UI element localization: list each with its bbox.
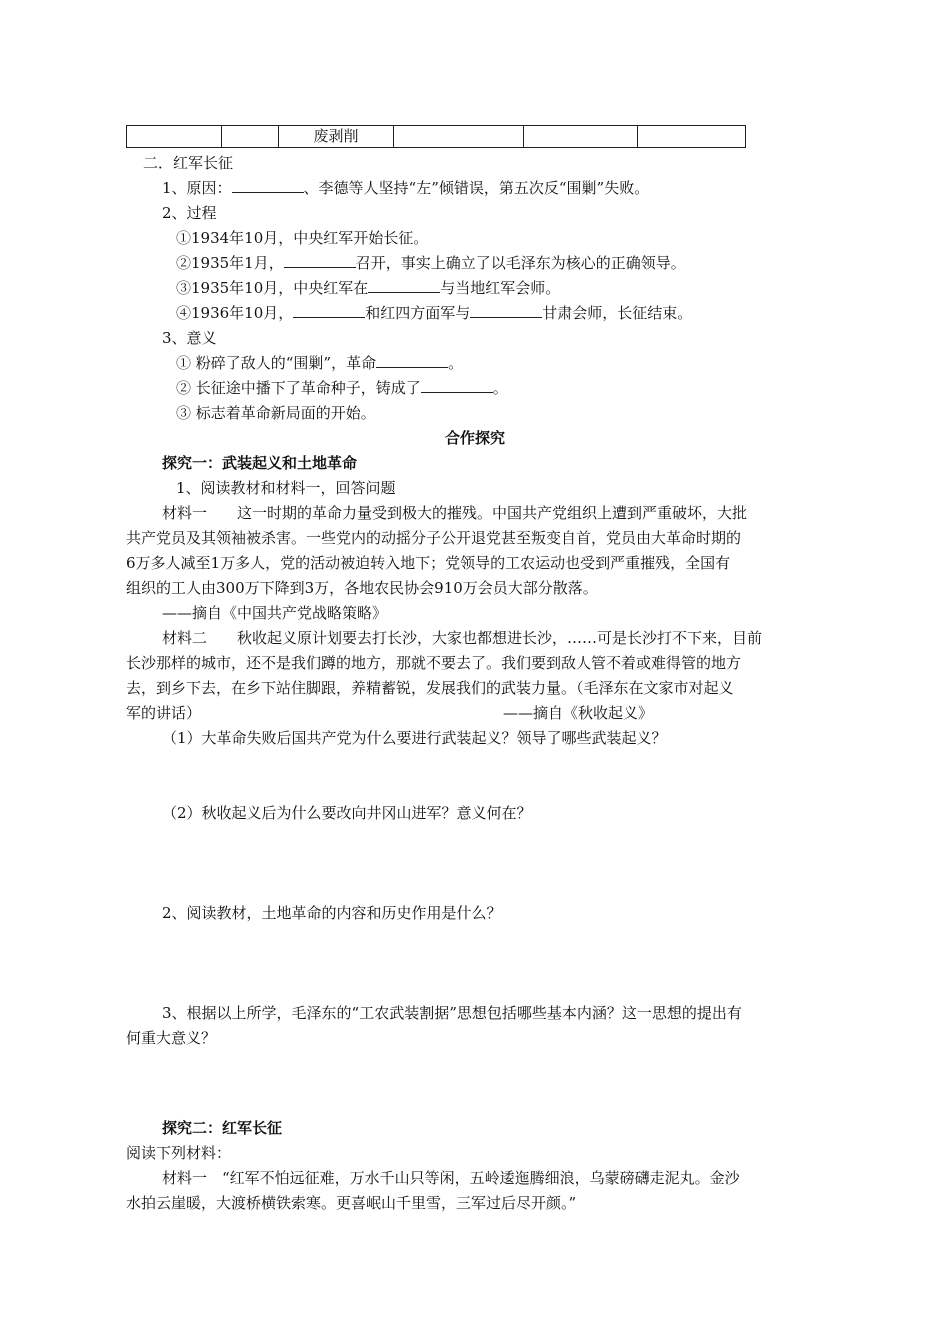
sub-question: （1）大革命失败后国共产党为什么要进行武装起义？领导了哪些武装起义？ — [162, 729, 667, 747]
cause-line: 1、原因： 、李德等人坚持“左”倾错误，第五次反“围剿”失败。 — [162, 179, 650, 197]
material-line: 水拍云崖暖，大渡桥横铁索寒。更喜岷山千里雪，三军过后尽开颜。” — [126, 1194, 577, 1212]
fill-blank[interactable] — [284, 253, 356, 268]
explore-title: 探究一：武装起义和土地革命 — [162, 454, 358, 472]
meaning-item: ③ 标志着革命新局面的开始。 — [176, 404, 376, 422]
material-line: 去，到乡下去，在乡下站住脚跟，养精蓄锐，发展我们的武装力量。（毛泽东在文家市对起义 — [126, 679, 734, 697]
material-line: 长沙那样的城市，还不是我们蹲的地方，那就不要去了。我们要到敌人管不着或难得管的地方 — [126, 654, 742, 672]
material-line: 6万多人减至1万多人，党的活动被迫转入地下；党领导的工农运动也受到严重摧残，全国有 — [126, 554, 731, 572]
process-item: ③1935年10月，中央红军在 与当地红军会师。 — [176, 279, 561, 297]
meaning-item: ① 粉碎了敌人的“围剿”，革命 。 — [176, 354, 464, 372]
explore-title: 探究二：红军长征 — [162, 1119, 283, 1137]
table-cell — [524, 126, 638, 147]
table-cell — [638, 126, 745, 147]
table-cell: 废剥削 — [279, 126, 394, 147]
question: 何重大意义？ — [126, 1029, 217, 1047]
section-heading: 二．红军长征 — [143, 154, 234, 172]
table-cell — [222, 126, 279, 147]
material-line: 材料二 秋收起义原计划要去打长沙，大家也都想进长沙，……可是长沙打不下来，目前 — [162, 629, 763, 647]
material-source: ——摘自《中国共产党战略策略》 — [162, 604, 388, 622]
meaning-title: 3、意义 — [162, 329, 217, 347]
fill-blank[interactable] — [376, 353, 448, 368]
table-fragment — [126, 125, 746, 148]
section-title: 合作探究 — [444, 429, 505, 447]
process-item: ②1935年1月， 召开，事实上确立了以毛泽东为核心的正确领导。 — [176, 254, 686, 272]
instruction: 阅读下列材料： — [126, 1144, 232, 1162]
process-item: ④1936年10月， 和红四方面军与 甘肃会师，长征结束。 — [176, 304, 693, 322]
fill-blank[interactable] — [368, 278, 440, 293]
question: 1、阅读教材和材料一，回答问题 — [176, 479, 396, 497]
process-item: ①1934年10月，中央红军开始长征。 — [176, 229, 429, 247]
meaning-item: ② 长征途中播下了革命种子，铸成了 。 — [176, 379, 508, 397]
fill-blank[interactable] — [293, 303, 365, 318]
fill-blank[interactable] — [470, 303, 542, 318]
material-line: 材料一 “红军不怕远征难，万水千山只等闲，五岭逶迤腾细浪，乌蒙磅礴走泥丸。金沙 — [162, 1169, 740, 1187]
material-source: ——摘自《秋收起义》 — [503, 704, 654, 722]
material-line: 组织的工人由300万下降到3万，各地农民协会910万会员大部分散落。 — [126, 579, 598, 597]
fill-blank[interactable] — [421, 378, 493, 393]
table-cell — [394, 126, 524, 147]
question: 3、根据以上所学，毛泽东的“工农武装割据”思想包括哪些基本内涵？这一思想的提出有 — [162, 1004, 742, 1022]
material-line: 材料一 这一时期的革命力量受到极大的摧残。中国共产党组织上遭到严重破坏，大批 — [162, 504, 748, 522]
fill-blank[interactable] — [232, 178, 304, 193]
material-line: 军的讲话） — [126, 704, 202, 722]
process-title: 2、过程 — [162, 204, 217, 222]
table-cell — [127, 126, 222, 147]
sub-question: （2）秋收起义后为什么要改向井冈山进军？意义何在？ — [162, 804, 532, 822]
question: 2、阅读教材，土地革命的内容和历史作用是什么？ — [162, 904, 502, 922]
material-line: 共产党员及其领袖被杀害。一些党内的动摇分子公开退党甚至叛变自首，党员由大革命时期的 — [126, 529, 742, 547]
